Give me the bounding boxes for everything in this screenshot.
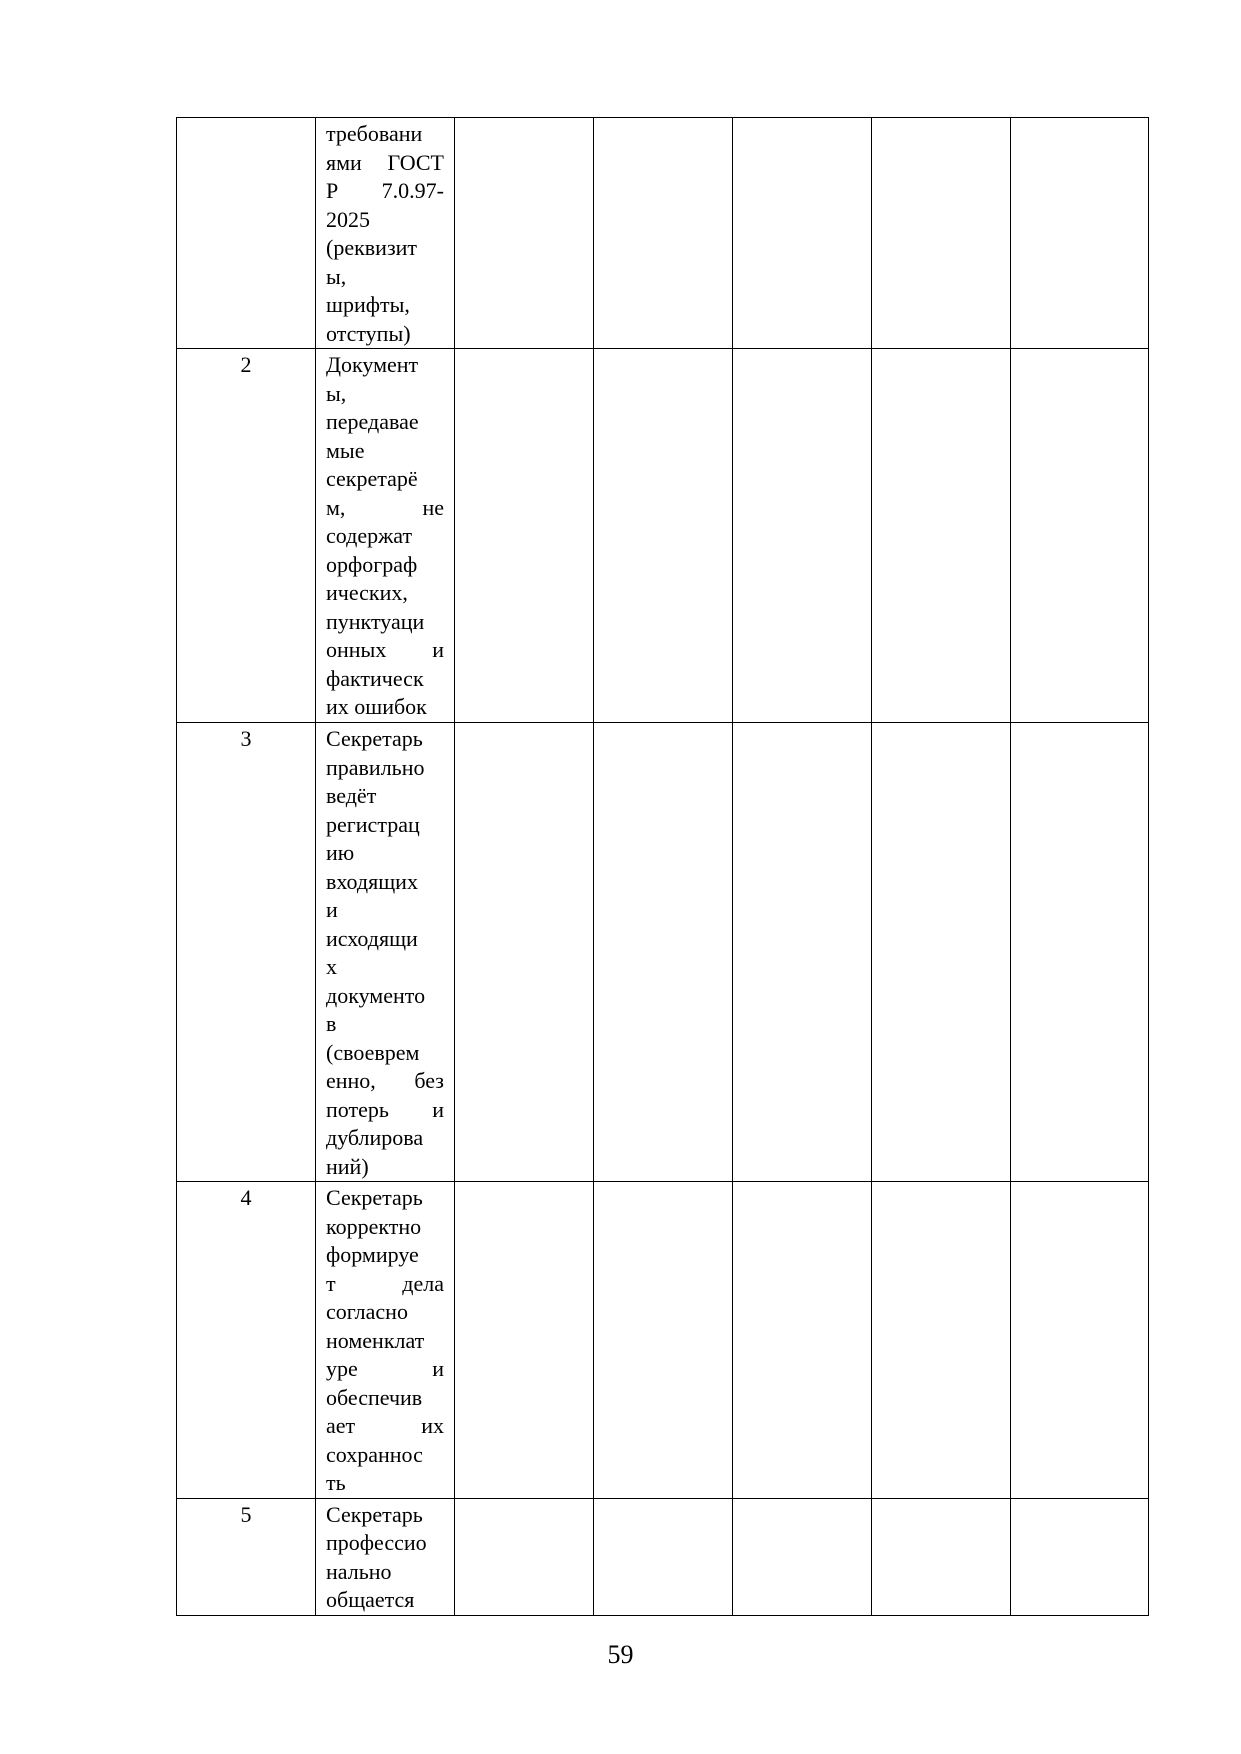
criterion-cell — [316, 349, 455, 723]
empty-score-cell — [872, 1182, 1011, 1499]
empty-score-cell — [733, 1498, 872, 1615]
criterion-text-line: пунктуаци — [326, 608, 425, 634]
empty-score-cell — [594, 1182, 733, 1499]
table-row — [177, 118, 1149, 349]
criterion-text-line: входящих — [326, 868, 418, 894]
criterion-word: и — [432, 1096, 444, 1122]
empty-score-cell — [455, 118, 594, 349]
criterion-text-line: регистрац — [326, 811, 420, 837]
criterion-text-line: номенклат — [326, 1327, 425, 1353]
criterion-word: т — [326, 1270, 336, 1296]
criterion-text-line — [326, 1067, 444, 1096]
criterion-text-line — [326, 1096, 444, 1125]
criterion-cell — [316, 1182, 455, 1499]
criterion-cell — [316, 723, 455, 1182]
row-number-cell: 5 — [177, 1498, 316, 1615]
empty-score-cell — [1011, 118, 1149, 349]
criterion-text-line — [326, 149, 444, 178]
criterion-text-line: в — [326, 1011, 337, 1036]
empty-score-cell — [594, 118, 733, 349]
evaluation-table — [176, 117, 1149, 1616]
criterion-text-line: Секретарь — [326, 1501, 423, 1527]
criterion-text-line: 2025 — [326, 206, 370, 232]
criterion-word: уре — [326, 1356, 358, 1381]
criterion-cell — [316, 1498, 455, 1615]
empty-score-cell — [1011, 349, 1149, 723]
empty-score-cell — [872, 118, 1011, 349]
empty-score-cell — [733, 1182, 872, 1499]
criterion-text-line: (реквизит — [326, 235, 418, 260]
empty-score-cell — [455, 723, 594, 1182]
empty-score-cell — [872, 349, 1011, 723]
criterion-word: енно, — [326, 1068, 376, 1093]
table-row — [177, 349, 1149, 723]
criterion-text-line: правильно — [326, 754, 425, 780]
table-row — [177, 1182, 1149, 1499]
criterion-word: не — [422, 494, 444, 520]
criterion-word: и — [432, 1356, 444, 1381]
criterion-word: м, — [326, 494, 346, 520]
empty-score-cell — [455, 349, 594, 723]
criterion-text-line: отступы) — [326, 320, 411, 346]
criterion-text-line: ть — [326, 1470, 346, 1495]
criterion-text-line: их ошибок — [326, 694, 427, 719]
empty-score-cell — [594, 1498, 733, 1615]
criterion-word: онных — [326, 637, 387, 662]
criterion-text-line — [326, 636, 444, 665]
criterion-text-line: фактическ — [326, 665, 424, 691]
row-number-cell: 4 — [177, 1182, 316, 1499]
empty-score-cell — [733, 118, 872, 349]
criterion-text-line: х — [326, 954, 337, 979]
criterion-text-line: ических, — [326, 580, 408, 605]
criterion-text-line: передавае — [326, 409, 419, 434]
criterion-text-line: ведёт — [326, 783, 377, 808]
criterion-text-line: общается — [326, 1587, 415, 1612]
criterion-word: ГОСТ — [387, 149, 444, 175]
criterion-text-line — [326, 177, 444, 206]
empty-score-cell — [594, 723, 733, 1182]
criterion-text-line: нально — [326, 1558, 392, 1584]
empty-score-cell — [594, 349, 733, 723]
empty-score-cell — [1011, 1498, 1149, 1615]
criterion-text-line: исходящи — [326, 925, 418, 951]
criterion-text-line: дублирова — [326, 1125, 424, 1150]
criterion-text-line: Секретарь — [326, 726, 423, 751]
criterion-text-line: мые — [326, 437, 365, 463]
criterion-text-line: содержат — [326, 523, 413, 548]
table-row — [177, 1498, 1149, 1615]
row-number-cell: 3 — [177, 723, 316, 1182]
criterion-word: без — [414, 1068, 444, 1093]
criterion-word: 7.0.97- — [381, 178, 444, 203]
empty-score-cell — [872, 723, 1011, 1182]
criterion-text-line: и — [326, 897, 338, 922]
criterion-text-line: Секретарь — [326, 1185, 423, 1210]
criterion-text-line: секретарё — [326, 466, 418, 491]
criterion-text-line: требовани — [326, 121, 423, 146]
row-number-cell — [177, 118, 316, 349]
empty-score-cell — [733, 349, 872, 723]
criterion-text-line — [326, 494, 444, 523]
empty-score-cell — [872, 1498, 1011, 1615]
criterion-text-line: сохраннос — [326, 1441, 423, 1467]
criterion-text-line: профессио — [326, 1530, 427, 1555]
empty-score-cell — [455, 1498, 594, 1615]
empty-score-cell — [733, 723, 872, 1182]
row-number-cell: 2 — [177, 349, 316, 723]
criterion-word: Р — [326, 178, 339, 203]
criterion-word: ает — [326, 1413, 356, 1438]
criterion-word: ями — [326, 149, 362, 175]
criterion-text-line: орфограф — [326, 551, 418, 577]
empty-score-cell — [455, 1182, 594, 1499]
page-number: 59 — [607, 1640, 634, 1669]
criterion-text-line — [326, 1355, 444, 1384]
criterion-word: потерь — [326, 1096, 389, 1122]
criterion-text-line: согласно — [326, 1299, 408, 1324]
criterion-text-line: ний) — [326, 1153, 369, 1179]
criterion-word: дела — [402, 1270, 444, 1296]
criterion-text-line: корректно — [326, 1213, 422, 1239]
criterion-word: их — [421, 1413, 444, 1438]
empty-score-cell — [1011, 723, 1149, 1182]
criterion-text-line: ию — [326, 840, 355, 865]
criterion-cell — [316, 118, 455, 349]
criterion-text-line — [326, 1270, 444, 1299]
criterion-text-line — [326, 1412, 444, 1441]
criterion-word: и — [432, 637, 444, 662]
empty-score-cell — [1011, 1182, 1149, 1499]
criterion-text-line: (своеврем — [326, 1039, 420, 1065]
criterion-text-line: ы, — [326, 380, 347, 406]
criterion-text-line: шрифты, — [326, 292, 410, 317]
criterion-text-line: формируе — [326, 1242, 419, 1267]
table-row — [177, 723, 1149, 1182]
criterion-text-line: ы, — [326, 263, 347, 289]
criterion-text-line: документо — [326, 982, 426, 1008]
criterion-text-line: Документ — [326, 352, 419, 377]
criterion-text-line: обеспечив — [326, 1384, 423, 1410]
